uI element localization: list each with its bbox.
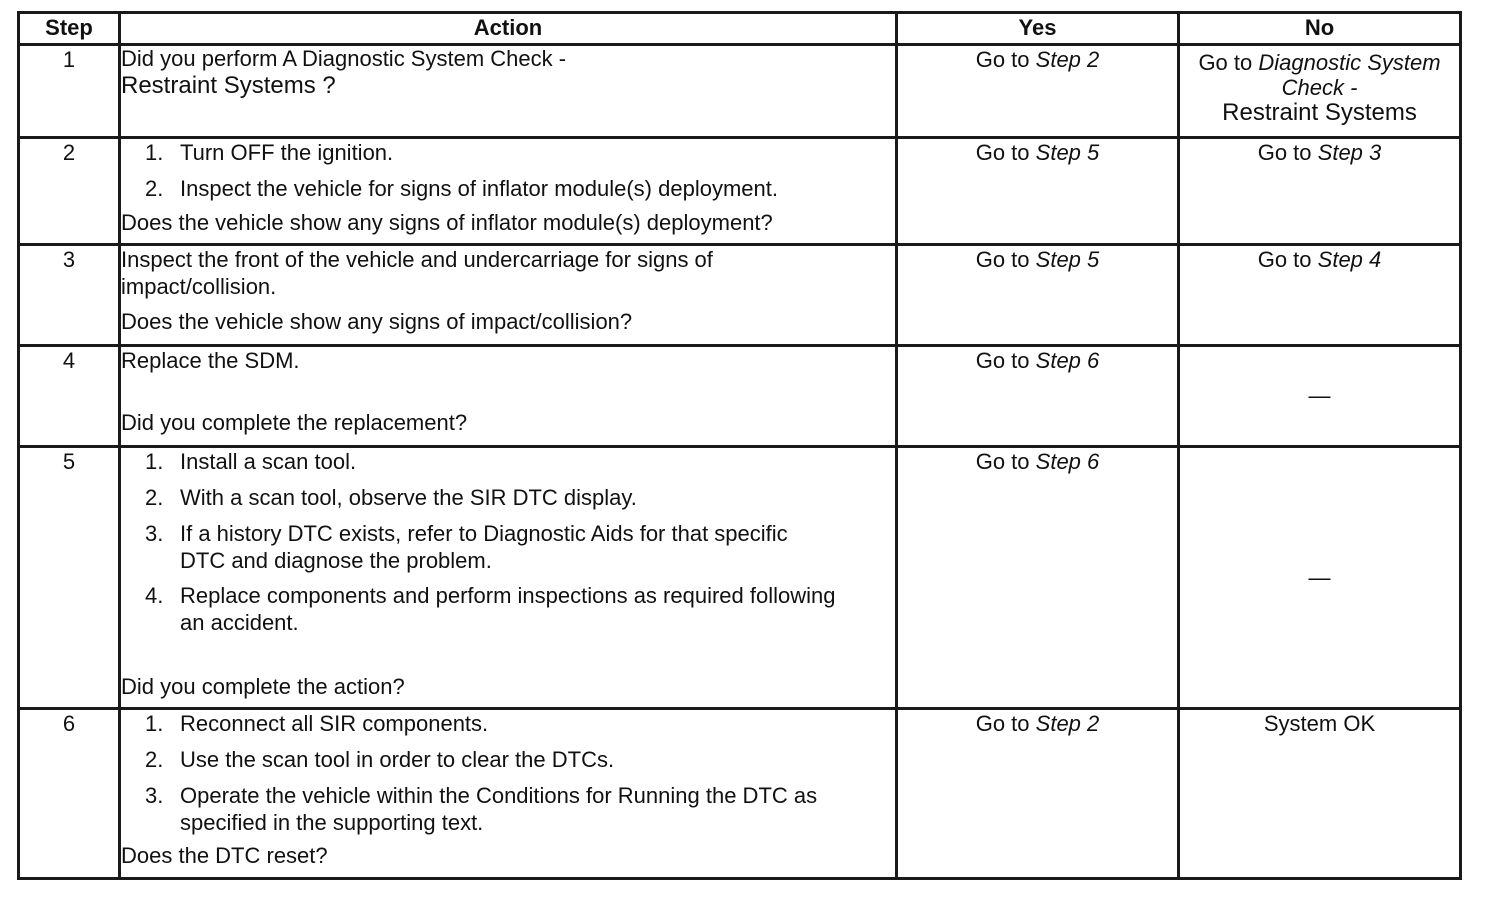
list-item-number: 1. <box>145 711 164 736</box>
action-cell <box>120 138 897 245</box>
list-item-text: With a scan tool, observe the SIR DTC display. <box>180 485 637 510</box>
list-item-text: Operate the vehicle within the Conditions for Running the DTC as specified in the supporting text. <box>180 783 818 835</box>
action-question: Does the vehicle show any signs of impact/collision? <box>121 309 633 334</box>
yes-goto-link[interactable]: Step 2 <box>1035 711 1100 736</box>
action-question: Did you complete the replacement? <box>121 410 468 435</box>
no-goto-prefix: Go to <box>1257 140 1312 165</box>
step-number: 5 <box>19 447 120 709</box>
no-result-text: System OK <box>1263 711 1376 736</box>
yes-goto-link[interactable]: Step 6 <box>1035 348 1100 373</box>
no-goto-prefix: Go to <box>1257 247 1312 272</box>
no-dash: — <box>1308 564 1331 590</box>
list-item <box>121 782 895 836</box>
list-item <box>121 582 895 636</box>
no-cell <box>1179 709 1461 879</box>
list-item-text: Reconnect all SIR components. <box>180 711 489 736</box>
no-cell <box>1179 138 1461 245</box>
table-row-step-4 <box>19 346 1461 447</box>
no-goto-link[interactable]: Diagnostic System Check - <box>1258 50 1441 100</box>
header-no: No <box>1179 13 1461 45</box>
list-item-number: 2. <box>145 176 164 201</box>
action-intro: Replace the SDM. <box>121 348 300 373</box>
action-question: Does the DTC reset? <box>121 843 328 868</box>
action-cell <box>120 245 897 346</box>
yes-goto-prefix: Go to <box>975 348 1030 373</box>
no-dash: — <box>1308 383 1331 408</box>
yes-goto-prefix: Go to <box>975 449 1030 474</box>
table-row-step-2 <box>19 138 1461 245</box>
list-item-number: 2. <box>145 485 164 510</box>
table-row-step-6 <box>19 709 1461 879</box>
action-intro: Did you perform A Diagnostic System Check - <box>121 46 567 71</box>
yes-goto-link[interactable]: Step 2 <box>1035 47 1100 72</box>
action-intro: Inspect the front of the vehicle and undercarriage for signs of impact/collision. <box>121 247 713 299</box>
no-cell <box>1179 45 1461 138</box>
step-number: 3 <box>19 245 120 346</box>
list-item-text: Install a scan tool. <box>180 449 357 474</box>
yes-cell <box>897 447 1179 709</box>
no-goto-link[interactable]: Step 4 <box>1317 247 1382 272</box>
list-item-text: Inspect the vehicle for signs of inflator module(s) deployment. <box>180 176 778 201</box>
action-cell <box>120 447 897 709</box>
step-number: 2 <box>19 138 120 245</box>
yes-goto-prefix: Go to <box>975 47 1030 72</box>
action-cell <box>120 45 897 138</box>
list-item-number: 1. <box>145 140 164 165</box>
table-row-step-5 <box>19 447 1461 709</box>
step-number: 1 <box>19 45 120 138</box>
diagnostic-table <box>17 11 1462 880</box>
action-intro-cont: Restraint Systems ? <box>121 72 336 99</box>
step-number: 4 <box>19 346 120 447</box>
no-goto-link[interactable]: Step 3 <box>1317 140 1382 165</box>
action-cell <box>120 709 897 879</box>
list-item-number: 3. <box>145 521 164 546</box>
list-item-number: 2. <box>145 747 164 772</box>
yes-cell <box>897 245 1179 346</box>
list-item <box>121 139 895 167</box>
header-step: Step <box>19 13 120 45</box>
list-item-text: If a history DTC exists, refer to Diagnostic Aids for that specific DTC and diagnose the problem. <box>180 521 788 573</box>
list-item-number: 3. <box>145 783 164 808</box>
yes-cell <box>897 138 1179 245</box>
list-item <box>121 746 895 774</box>
no-cell <box>1179 245 1461 346</box>
action-question: Did you complete the action? <box>121 674 405 699</box>
table-header-row <box>19 13 1461 45</box>
list-item-text: Use the scan tool in order to clear the DTCs. <box>180 747 615 772</box>
list-item-text: Replace components and perform inspections as required following an accident. <box>180 583 836 635</box>
yes-goto-prefix: Go to <box>975 711 1030 736</box>
list-item-number: 1. <box>145 449 164 474</box>
header-action: Action <box>120 13 897 45</box>
yes-goto-link[interactable]: Step 5 <box>1035 140 1100 165</box>
table-row-step-3 <box>19 245 1461 346</box>
yes-cell <box>897 45 1179 138</box>
list-item <box>121 710 895 738</box>
action-question: Does the vehicle show any signs of inflator module(s) deployment? <box>121 210 773 235</box>
no-cell <box>1179 346 1461 447</box>
yes-goto-link[interactable]: Step 6 <box>1035 449 1100 474</box>
header-yes: Yes <box>897 13 1179 45</box>
yes-cell <box>897 346 1179 447</box>
yes-goto-link[interactable]: Step 5 <box>1035 247 1100 272</box>
list-item <box>121 520 895 574</box>
no-goto-suffix: Restraint Systems <box>1222 99 1417 126</box>
list-item-number: 4. <box>145 583 164 608</box>
list-item <box>121 175 895 203</box>
yes-cell <box>897 709 1179 879</box>
step-number: 6 <box>19 709 120 879</box>
yes-goto-prefix: Go to <box>975 247 1030 272</box>
action-cell <box>120 346 897 447</box>
table-row-step-1 <box>19 45 1461 138</box>
list-item-text: Turn OFF the ignition. <box>180 140 394 165</box>
list-item <box>121 448 895 476</box>
no-cell <box>1179 447 1461 709</box>
yes-goto-prefix: Go to <box>975 140 1030 165</box>
list-item <box>121 484 895 512</box>
no-goto-prefix: Go to <box>1198 50 1253 75</box>
